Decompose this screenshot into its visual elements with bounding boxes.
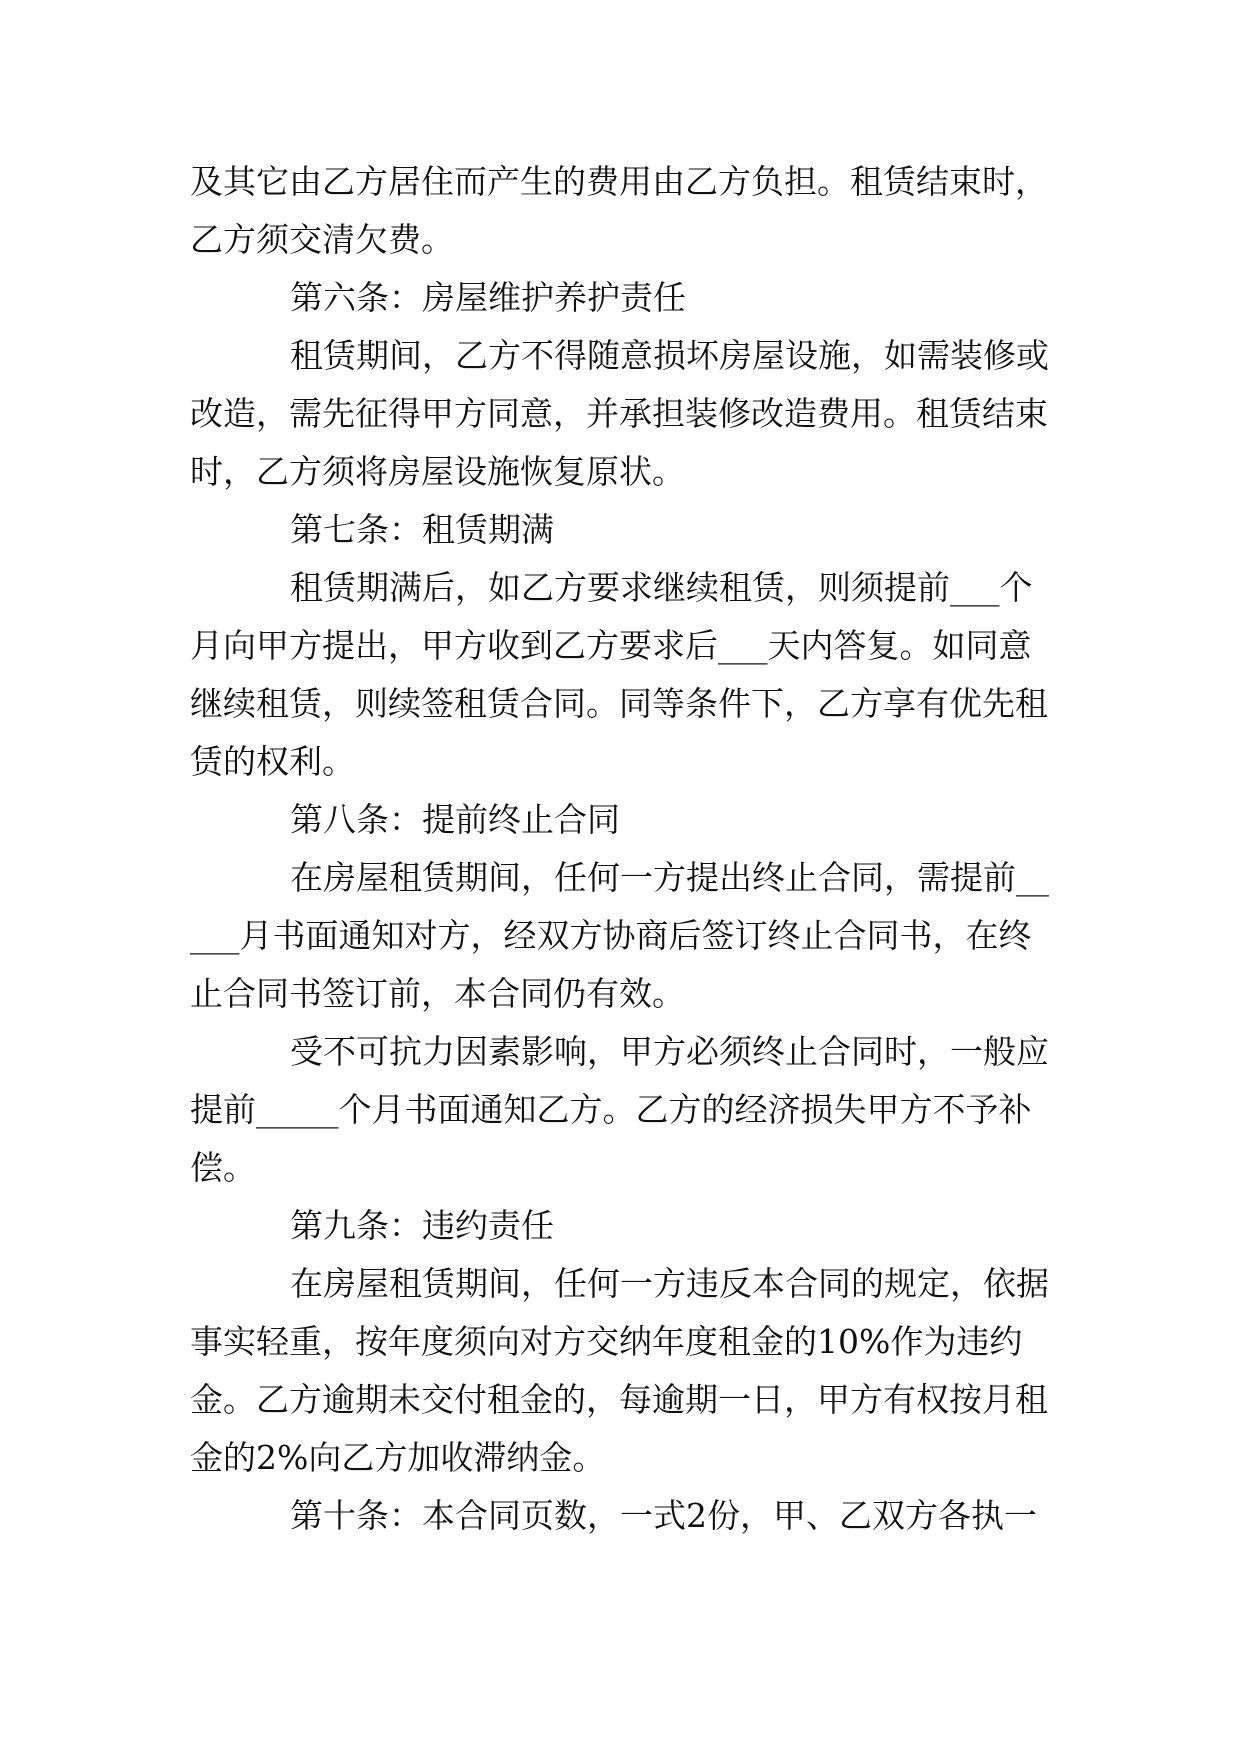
article-9-body: 在房屋租赁期间，任何一方违反本合同的规定，依据事实轻重，按年度须向对方交纳年度租金的10%作为违约金。乙方逾期未交付租金的，每逾期一日，甲方有权按月租金的2%向乙方加收滞纳金。: [190, 1264, 1049, 1477]
article-6-heading: 第六条：房屋维护养护责任: [290, 278, 686, 317]
paragraph-fees-continued: 及其它由乙方居住而产生的费用由乙方负担。租赁结束时，乙方须交清欠费。: [190, 162, 1048, 259]
document-body: [190, 153, 1060, 1545]
article-7-heading: 第七条：租赁期满: [290, 510, 554, 549]
article-10-heading: 第十条：本合同页数，一式2份，甲、乙双方各执一: [290, 1496, 1037, 1535]
article-8-body-1: 在房屋租赁期间，任何一方提出终止合同，需提前_____月书面通知对方，经双方协商后签订终止合同书，在终止合同书签订前，本合同仍有效。: [190, 858, 1049, 1013]
article-8-body-2: 受不可抗力因素影响，甲方必须终止合同时，一般应提前_____个月书面通知乙方。乙方的经济损失甲方不予补偿。: [190, 1032, 1049, 1187]
article-8-heading: 第八条：提前终止合同: [290, 800, 620, 839]
article-7-body: 租赁期满后，如乙方要求继续租赁，则须提前___个月向甲方提出，甲方收到乙方要求后___天内答复。如同意继续租赁，则续签租赁合同。同等条件下，乙方享有优先租赁的权利。: [190, 568, 1048, 781]
article-6-body: 租赁期间，乙方不得随意损坏房屋设施，如需装修或改造，需先征得甲方同意，并承担装修改造费用。租赁结束时，乙方须将房屋设施恢复原状。: [190, 336, 1049, 491]
article-9-heading: 第九条：违约责任: [290, 1206, 554, 1245]
